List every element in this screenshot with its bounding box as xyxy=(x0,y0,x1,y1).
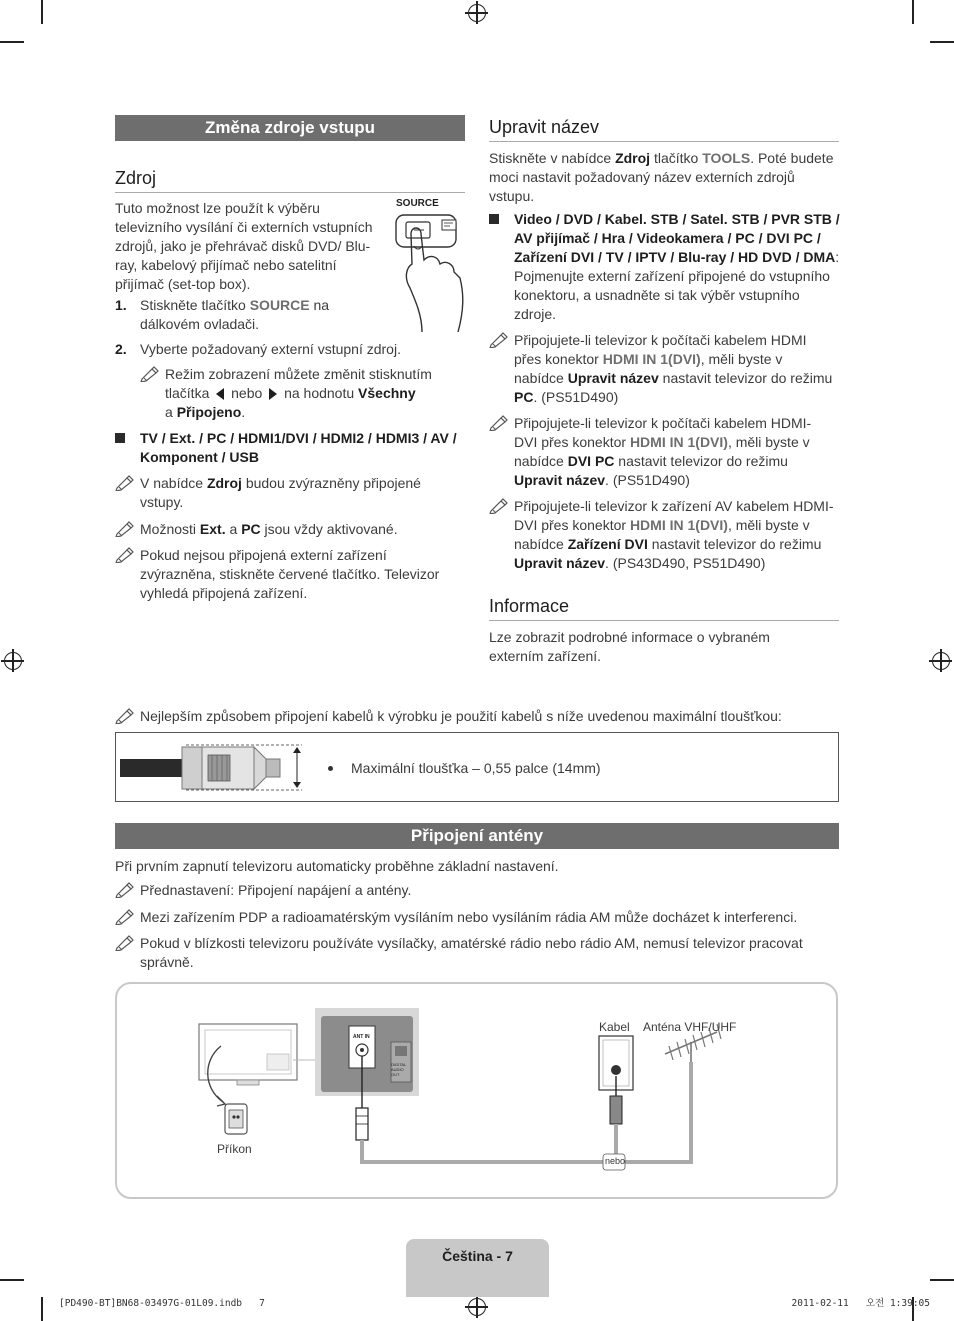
subhead-information: Informace xyxy=(489,597,839,621)
note-pencil-icon xyxy=(115,909,135,925)
step-1-text: Stiskněte tlačítko SOURCE na dálkovém ovladači. xyxy=(140,297,330,332)
left-arrow-icon xyxy=(216,388,224,400)
note-highlighted: V nabídce Zdroj budou zvýrazněny připojené vstupy. xyxy=(140,475,421,510)
source-key: SOURCE xyxy=(249,297,310,313)
bullet-square xyxy=(489,214,499,224)
right-arrow-icon xyxy=(269,388,277,400)
antenna-connection-diagram xyxy=(115,982,838,1199)
note-pencil-icon xyxy=(115,521,135,537)
note-pencil-icon xyxy=(489,498,509,514)
file-info: [PD490-BT]BN68-03497G-01L09.indb 7 xyxy=(59,1298,265,1309)
antenna-note-preset: Přednastavení: Připojení napájení a antény. xyxy=(140,882,412,898)
cable-plug-icon xyxy=(116,733,316,801)
note-always-active: Možnosti Ext. a PC jsou vždy aktivované. xyxy=(140,521,398,537)
registration-mark-top xyxy=(468,4,486,22)
registration-mark-bottom xyxy=(468,1298,486,1316)
information-text: Lze zobrazit podrobné informace o vybraném externím zařízení. xyxy=(489,629,770,664)
section-title-input-source: Změna zdroje vstupu xyxy=(115,115,465,141)
note-pencil-icon xyxy=(115,708,135,724)
section-title-antenna: Připojení antény xyxy=(115,823,839,849)
note-pencil-icon xyxy=(489,415,509,431)
registration-mark-left xyxy=(4,652,22,670)
rename-intro: Stiskněte v nabídce Zdroj tlačítko TOOLS. Poté budete moci nastavit požadovaný název externích zdrojů vstupu. xyxy=(489,150,834,204)
label-cable: Kabel xyxy=(599,1020,630,1034)
step-2-number: 2. xyxy=(115,341,127,357)
step-1-number: 1. xyxy=(115,297,127,313)
rename-list: Video / DVD / Kabel. STB / Satel. STB / PVR STB / AV přijímač / Hra / Videokamera / PC / DVI PC / Zařízení DVI / TV / IPTV / Blu-ray / HD DVD / DMA: Pojmenujte externí zařízení připojené do vstupního konektoru, a usnadněte si tak výběr vstupního zdroje. xyxy=(514,211,840,322)
digital-audio-label: DIGITAL AUDIO OUT xyxy=(391,1062,407,1077)
registration-mark-right xyxy=(932,652,950,670)
note-red-button: Pokud nejsou připojená externí zařízení zvýrazněna, stiskněte červené tlačítko. Televizor vyhledá připojená zařízení. xyxy=(140,547,440,601)
note-pencil-icon xyxy=(115,547,135,563)
source-list: TV / Ext. / PC / HDMI1/DVI / HDMI2 / HDMI3 / AV / Komponent / USB xyxy=(140,430,457,465)
label-antenna: Anténa VHF/UHF xyxy=(643,1020,737,1034)
page-number: Čeština - 7 xyxy=(442,1248,513,1264)
cable-note: Nejlepším způsobem připojení kabelů k výrobku je použití kabelů s níže uvedenou maximální tloušťkou: xyxy=(140,708,782,724)
label-or: nebo xyxy=(605,1156,626,1166)
note-pencil-icon xyxy=(140,366,160,382)
antenna-intro: Při prvním zapnutí televizoru automaticky proběhne základní nastavení. xyxy=(115,858,559,874)
note-pencil-icon xyxy=(489,332,509,348)
note-hdmi-pc: Připojujete-li televizor k počítači kabelem HDMI přes konektor HDMI IN 1(DVI), měli byste v nabídce Upravit název nastavit televizor do režimu PC. (PS51D490) xyxy=(514,332,833,405)
antenna-note-interference: Mezi zařízením PDP a radioamatérským vysíláním nebo vysíláním rádia AM může docházet k interferenci. xyxy=(140,909,798,925)
bullet-square xyxy=(115,433,125,443)
note-pencil-icon xyxy=(115,882,135,898)
ant-in-label: ANT IN xyxy=(353,1034,370,1040)
subhead-source: Zdroj xyxy=(115,169,465,193)
note-hdmi-dvi-av: Připojujete-li televizor k zařízení AV kabelem HDMI-DVI přes konektor HDMI IN 1(DVI), měli byste v nabídce Zařízení DVI nastavit televizor do režimu Upravit název. (PS43D490, PS51D490) xyxy=(514,498,834,571)
cable-thickness-box xyxy=(115,732,839,802)
note-pencil-icon xyxy=(115,935,135,951)
bullet-dot xyxy=(328,766,333,771)
hand-press-icon xyxy=(394,198,466,333)
subhead-rename: Upravit název xyxy=(489,118,839,142)
step-2-text: Vyberte požadovaný externí vstupní zdroj. xyxy=(140,341,401,357)
cable-max-thickness: Maximální tloušťka – 0,55 palce (14mm) xyxy=(351,760,601,776)
source-label: SOURCE xyxy=(396,198,439,209)
antenna-note-radio: Pokud v blízkosti televizoru používáte vysílačky, amatérské rádio nebo rádio AM, nemusí televizor pracovat správně. xyxy=(140,935,803,970)
timestamp: 2011-02-11 오전 1:39:05 xyxy=(791,1298,930,1309)
note-pencil-icon xyxy=(115,475,135,491)
source-intro: Tuto možnost lze použít k výběru televizního vysílání či externích vstupních zdrojů, jako je přehrávač disků DVD/ Blu-ray, kabelový přijímač nebo satelitní přijímač (set-top box). xyxy=(115,200,373,292)
connection-illustration xyxy=(117,984,836,1197)
remote-source-illustration xyxy=(394,198,466,333)
label-power: Příkon xyxy=(217,1142,252,1156)
note-display-mode: Režim zobrazení můžete změnit stisknutím tlačítka nebo na hodnotu Všechny a Připojeno. xyxy=(165,366,432,420)
note-hdmi-dvi-pc: Připojujete-li televizor k počítači kabelem HDMI-DVI přes konektor HDMI IN 1(DVI), měli byste v nabídce DVI PC nastavit televizor do režimu Upravit název. (PS51D490) xyxy=(514,415,812,488)
